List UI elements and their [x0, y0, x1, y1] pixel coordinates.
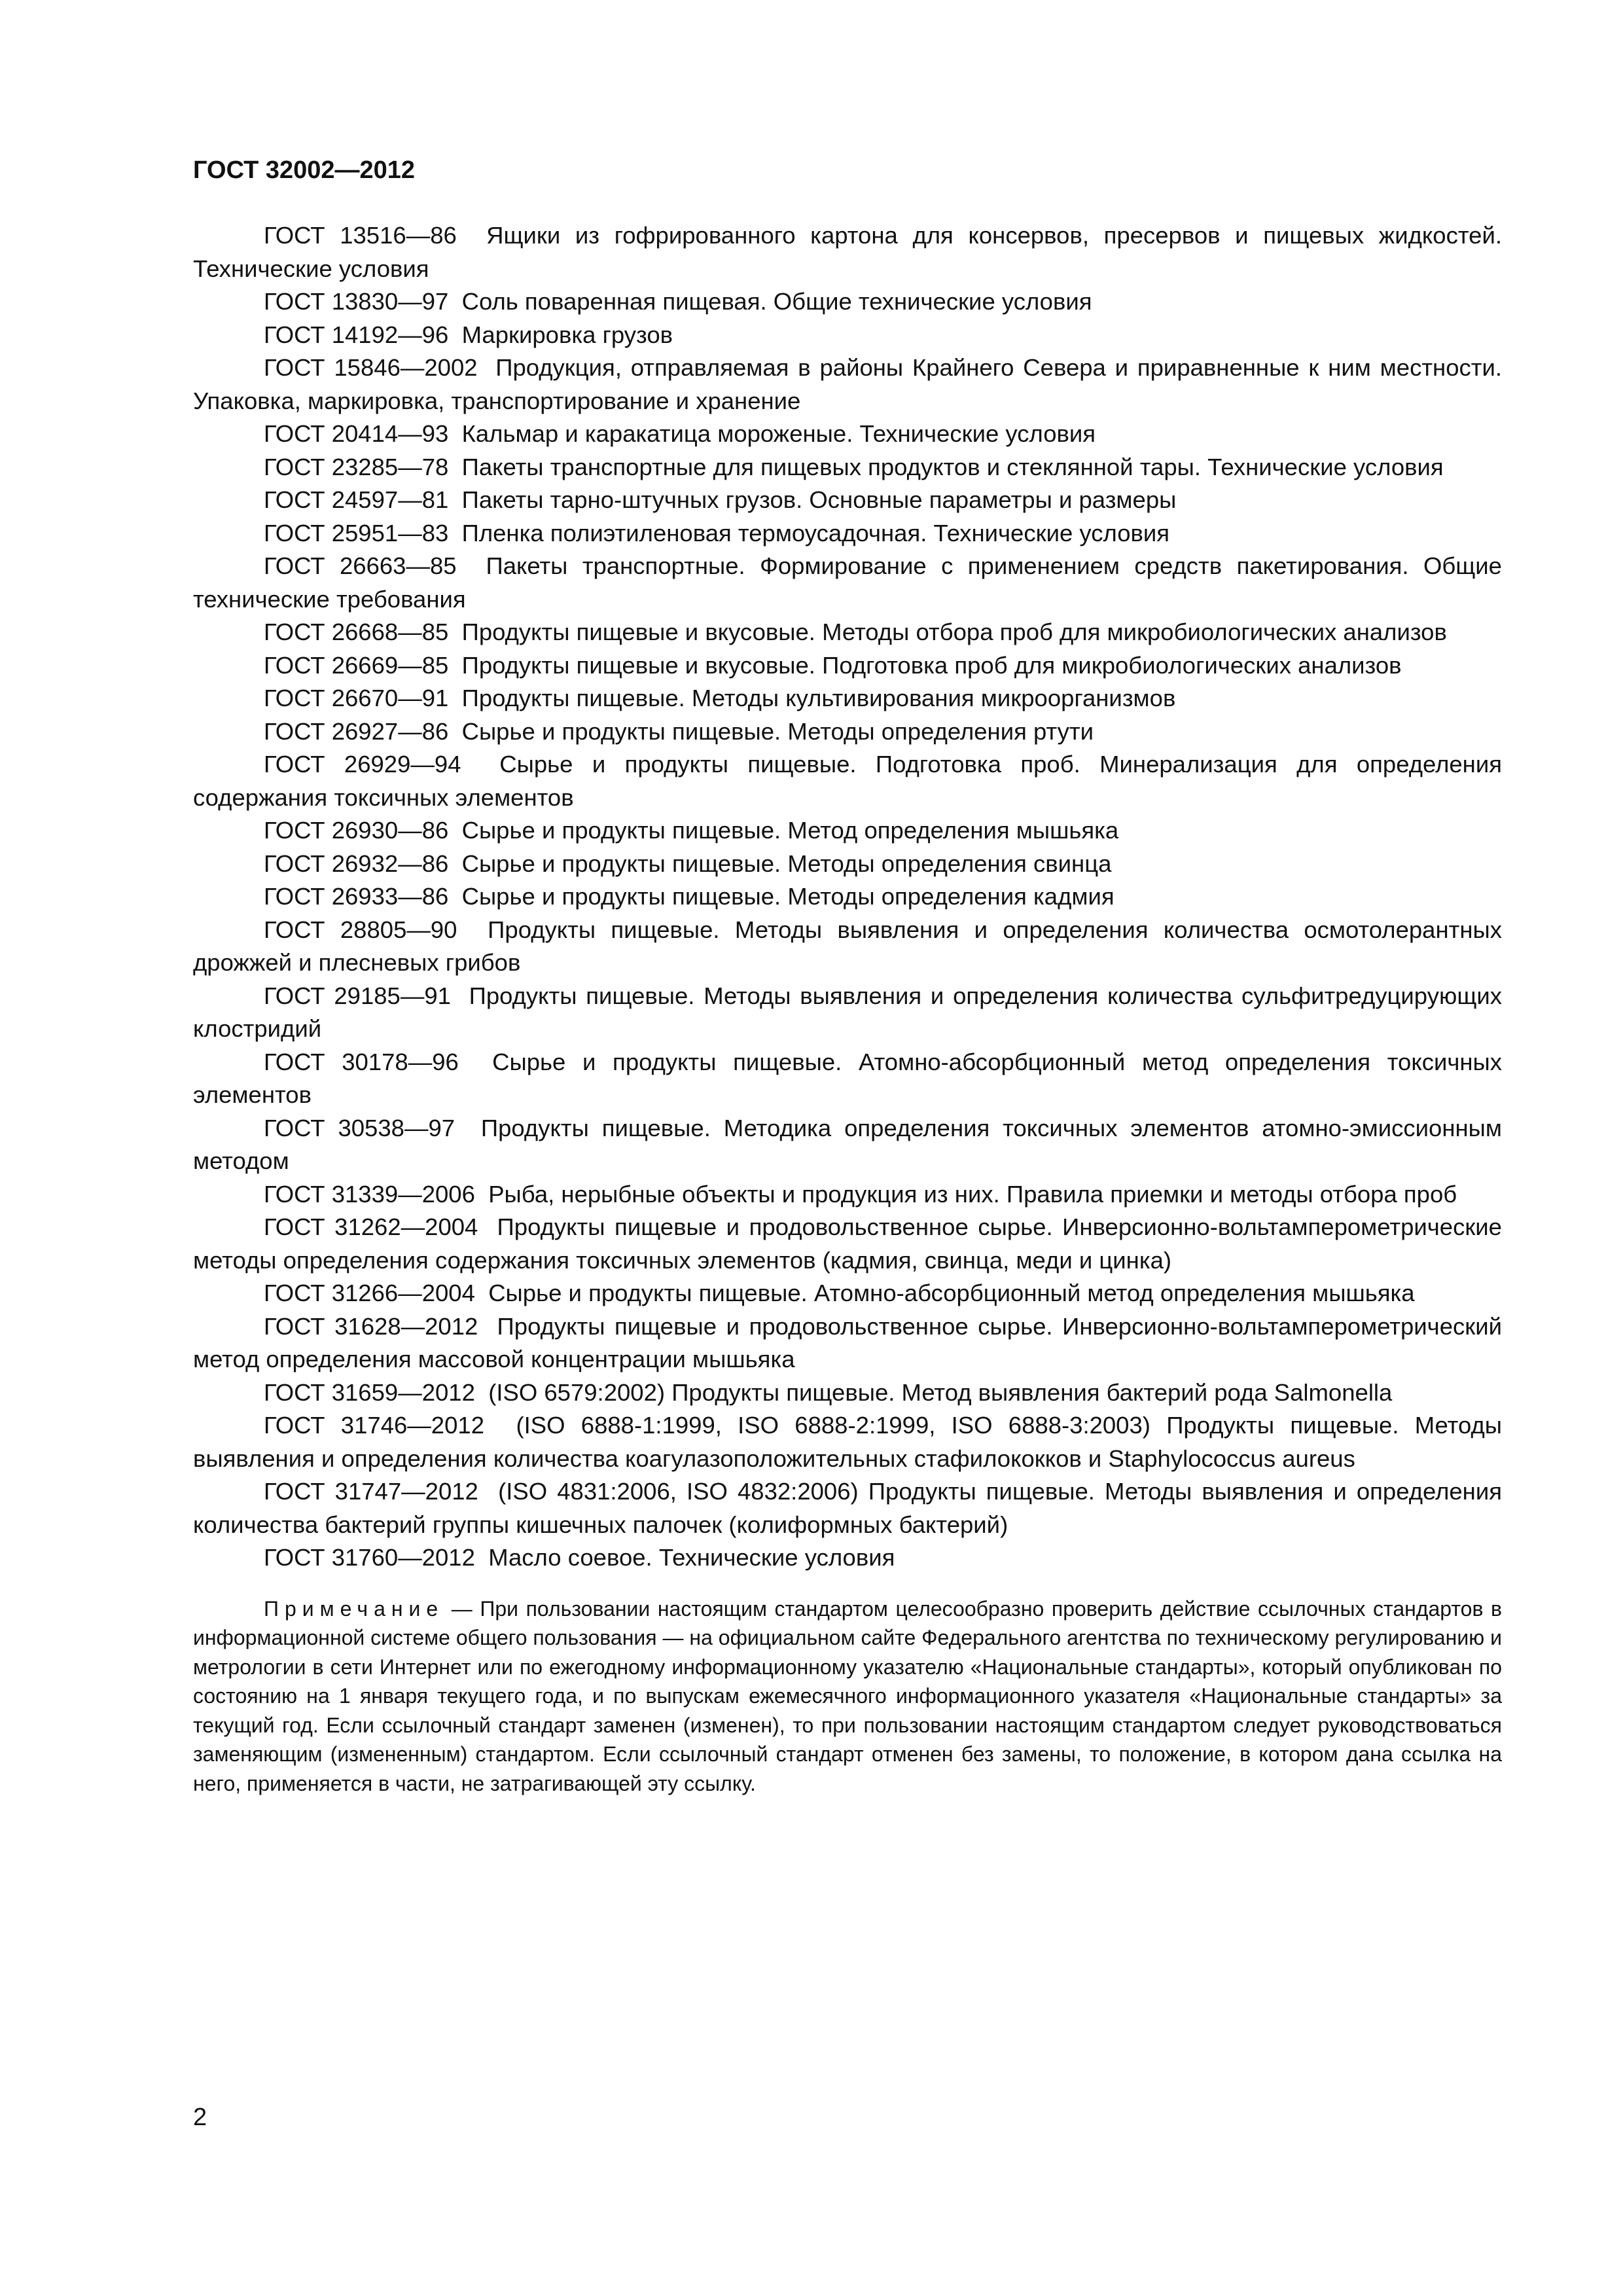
reference-title: Пакеты транспортные для пищевых продуктов и стеклянной тары. Технические условия	[461, 453, 1444, 480]
reference-item	[193, 848, 1502, 881]
reference-title: Пакеты транспортные. Формирование с применением средств пакетирования. Общие технические требования	[193, 552, 1502, 613]
reference-code: ГОСТ 26927—86	[264, 717, 449, 745]
note-text: При пользовании настоящим стандартом целесообразно проверить действие ссылочных стандартов в информационной системе общего пользования — на официальном сайте Федерального агентства по техническому регулированию и метрологии в сети Интернет или по ежегодному информационному указателю «Национальные стандарты», который опубликован по состоянию на 1 января текущего года, и по выпускам ежемесячного информационного указателя «Национальные стандарты» за текущий год. Если ссылочный стандарт заменен (изменен), то при пользовании настоящим стандартом следует руководствоваться заменяющим (измененным) стандартом. Если ссылочный стандарт отменен без замены, то положение, в котором дана ссылка на него, применяется в части, не затрагивающей эту ссылку.	[193, 1596, 1503, 1795]
reference-code: ГОСТ 31339—2006	[264, 1180, 475, 1208]
reference-title: (ISO 6579:2002) Продукты пищевые. Метод выявления бактерий рода Salmonella	[488, 1378, 1393, 1406]
reference-item	[193, 451, 1502, 484]
reference-code: ГОСТ 31760—2012	[264, 1544, 475, 1571]
reference-code: ГОСТ 29185—91	[264, 982, 451, 1009]
reference-title: Продукты пищевые. Методика определения токсичных элементов атомно-эмиссионным методом	[193, 1114, 1502, 1174]
reference-item	[193, 1277, 1502, 1310]
reference-code: ГОСТ 13830—97	[264, 288, 449, 315]
reference-code: ГОСТ 31746—2012	[264, 1412, 484, 1439]
document-header: ГОСТ 32002—2012	[193, 156, 416, 184]
reference-code: ГОСТ 24597—81	[264, 486, 449, 513]
note-label: Примечание	[264, 1596, 444, 1621]
reference-item	[193, 1541, 1502, 1575]
reference-item	[193, 219, 1502, 285]
reference-title: Продукты пищевые и продовольственное сырье. Инверсионно-вольтамперометрические методы определения содержания токсичных элементов (кадмия, свинца, меди и цинка)	[193, 1213, 1502, 1274]
reference-item	[193, 1112, 1502, 1178]
reference-title: Продукты пищевые. Методы культивирования микроорганизмов	[461, 685, 1176, 711]
reference-code: ГОСТ 28805—90	[264, 916, 457, 943]
reference-title: Продукты пищевые и продовольственное сырье. Инверсионно-вольтамперометрический метод определения массовой концентрации мышьяка	[193, 1312, 1502, 1372]
reference-item	[193, 616, 1502, 649]
reference-code: ГОСТ 26670—91	[264, 685, 449, 711]
reference-code: ГОСТ 30178—96	[264, 1048, 459, 1075]
reference-item	[193, 418, 1502, 451]
reference-item	[193, 748, 1502, 814]
reference-code: ГОСТ 20414—93	[264, 420, 449, 447]
reference-code: ГОСТ 26930—86	[264, 817, 449, 844]
reference-item	[193, 1310, 1502, 1376]
reference-title: (ISO 6888-1:1999, ISO 6888-2:1999, ISO 6888-3:2003) Продукты пищевые. Методы выявления и определения количества коагулазоположительных стафилококков и Staphylococcus aureus	[193, 1412, 1502, 1472]
reference-title: Соль поваренная пищевая. Общие технические условия	[461, 288, 1092, 315]
reference-title: Сырье и продукты пищевые. Методы определения кадмия	[461, 883, 1115, 910]
reference-code: ГОСТ 26663—85	[264, 552, 457, 579]
reference-title: Масло соевое. Технические условия	[488, 1544, 895, 1571]
reference-item	[193, 319, 1502, 352]
reference-item	[193, 1046, 1502, 1112]
normative-references-list	[193, 219, 1502, 1575]
reference-title: Сырье и продукты пищевые. Методы определения свинца	[461, 850, 1112, 877]
reference-title: Продукты пищевые. Методы выявления и определения количества осмотолерантных дрожжей и плесневых грибов	[193, 916, 1502, 976]
reference-title: Сырье и продукты пищевые. Методы определения ртути	[461, 717, 1094, 745]
reference-code: ГОСТ 31747—2012	[264, 1478, 478, 1505]
reference-item	[193, 351, 1502, 418]
reference-item	[193, 1409, 1502, 1475]
reference-item	[193, 649, 1502, 683]
reference-item	[193, 1211, 1502, 1277]
reference-item	[193, 1178, 1502, 1211]
reference-title: Сырье и продукты пищевые. Метод определения мышьяка	[461, 817, 1119, 844]
reference-title: Продукты пищевые. Методы выявления и определения количества сульфитредуцирующих клостридий	[193, 982, 1502, 1042]
reference-title: Продукты пищевые и вкусовые. Подготовка проб для микробиологических анализов	[461, 651, 1402, 679]
reference-code: ГОСТ 31659—2012	[264, 1378, 475, 1406]
reference-item	[193, 1376, 1502, 1410]
reference-code: ГОСТ 30538—97	[264, 1114, 455, 1141]
reference-title: Кальмар и каракатица мороженые. Технические условия	[461, 420, 1096, 447]
page-number: 2	[193, 2104, 207, 2131]
reference-code: ГОСТ 26669—85	[264, 651, 449, 679]
reference-item	[193, 550, 1502, 616]
reference-code: ГОСТ 26933—86	[264, 883, 449, 910]
reference-item	[193, 682, 1502, 715]
reference-item	[193, 285, 1502, 319]
reference-code: ГОСТ 15846—2002	[264, 354, 478, 381]
reference-item	[193, 1475, 1502, 1541]
reference-code: ГОСТ 26668—85	[264, 619, 449, 645]
reference-code: ГОСТ 14192—96	[264, 321, 449, 348]
reference-title: Пакеты тарно-штучных грузов. Основные параметры и размеры	[461, 486, 1177, 513]
reference-code: ГОСТ 31266—2004	[264, 1280, 475, 1306]
reference-code: ГОСТ 26932—86	[264, 850, 449, 877]
reference-title: Пленка полиэтиленовая термоусадочная. Технические условия	[461, 519, 1170, 547]
document-page	[193, 154, 1502, 1819]
reference-title: Рыба, нерыбные объекты и продукция из них. Правила приемки и методы отбора проб	[488, 1180, 1457, 1208]
reference-title: Продукты пищевые и вкусовые. Методы отбора проб для микробиологических анализов	[461, 619, 1447, 645]
reference-item	[193, 715, 1502, 749]
reference-title: Продукция, отправляемая в районы Крайнего Севера и приравненные к ним местности. Упаковка, маркировка, транспортирование и хранение	[193, 354, 1502, 414]
note-separator: —	[444, 1596, 480, 1621]
reference-title: Сырье и продукты пищевые. Атомно-абсорбционный метод определения токсичных элементов	[193, 1048, 1502, 1108]
reference-code: ГОСТ 13516—86	[264, 222, 457, 249]
reference-item	[193, 980, 1502, 1046]
reference-title: Сырье и продукты пищевые. Подготовка проб. Минерализация для определения содержания токсичных элементов	[193, 751, 1502, 811]
reference-item	[193, 814, 1502, 848]
reference-item	[193, 484, 1502, 517]
reference-item	[193, 517, 1502, 550]
reference-code: ГОСТ 31628—2012	[264, 1312, 478, 1340]
reference-title: Маркировка грузов	[461, 321, 673, 348]
reference-title: (ISO 4831:2006, ISO 4832:2006) Продукты пищевые. Методы выявления и определения количества бактерий группы кишечных палочек (колиформных бактерий)	[193, 1478, 1502, 1538]
reference-code: ГОСТ 23285—78	[264, 453, 449, 480]
note-paragraph	[193, 1594, 1502, 1799]
reference-item	[193, 880, 1502, 914]
reference-title: Ящики из гофрированного картона для консервов, пресервов и пищевых жидкостей. Технические условия	[193, 222, 1502, 282]
reference-code: ГОСТ 25951—83	[264, 519, 449, 547]
reference-code: ГОСТ 31262—2004	[264, 1213, 478, 1240]
reference-code: ГОСТ 26929—94	[264, 751, 461, 778]
reference-title: Сырье и продукты пищевые. Атомно-абсорбционный метод определения мышьяка	[488, 1280, 1415, 1306]
reference-item	[193, 914, 1502, 980]
